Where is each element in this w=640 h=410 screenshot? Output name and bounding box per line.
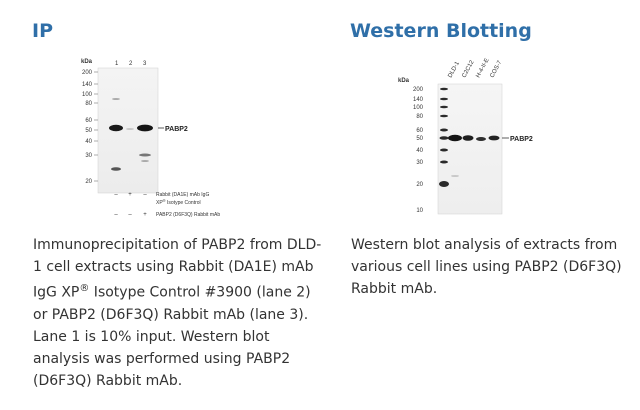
wb-kda-label: kDa <box>398 78 410 84</box>
ip-band-label: PABP2 <box>165 126 188 133</box>
wb-marker: 40 <box>416 148 423 154</box>
wb-caption: Western blot analysis of extracts from various cell lines using PABP2 (D6F3Q) Rabbit mAb. <box>351 237 622 297</box>
ip-band-lane1-low <box>111 167 121 171</box>
ip-marker: 40 <box>85 139 92 145</box>
ip-marker: 30 <box>85 153 92 159</box>
ip-band-lane2 <box>126 128 134 130</box>
wb-marker: 60 <box>416 128 423 134</box>
wb-marker: 20 <box>416 182 423 188</box>
ip-lane-2: 2 <box>129 61 133 67</box>
ip-row1-sign: – <box>114 192 118 198</box>
wb-marker: 10 <box>416 208 423 214</box>
ip-marker: 140 <box>81 82 92 88</box>
ip-band-lane1-faint <box>112 98 120 100</box>
ip-row1-sign: – <box>143 192 147 198</box>
wb-lane-label: COS-7 <box>489 59 504 79</box>
western-blot-figure <box>392 52 552 220</box>
ip-marker: 100 <box>81 92 92 98</box>
wb-band-cos7 <box>489 136 500 141</box>
ip-row1-sign: + <box>128 192 132 198</box>
wb-lane-label: H-4-II-E <box>475 57 491 79</box>
ip-kda-label: kDa <box>81 59 93 65</box>
ip-lane-1: 1 <box>115 61 119 67</box>
wb-band-label: PABP2 <box>510 136 533 143</box>
ip-row1-label: Rabbit (DA1E) mAb IgG <box>156 192 210 198</box>
wb-marker: 80 <box>416 114 423 120</box>
wb-lane-label: DLD-1 <box>447 60 461 79</box>
wb-blot-membrane <box>438 84 502 214</box>
ip-band-lane1 <box>109 125 123 131</box>
ip-row1-label-2: XP® Isotype Control <box>156 198 201 206</box>
ip-lane-3: 3 <box>143 61 147 67</box>
ip-band-lane3-faint <box>141 160 149 162</box>
wb-marker: 50 <box>416 136 423 142</box>
ip-row2-label: PABP2 (D6F3Q) Rabbit mAb <box>156 212 221 218</box>
ip-marker: 80 <box>85 101 92 107</box>
ip-marker: 60 <box>85 118 92 124</box>
ip-title: IP <box>32 20 53 42</box>
wb-band-faint <box>451 175 459 177</box>
ip-marker: 50 <box>85 128 92 134</box>
wb-band-dld1 <box>448 135 462 141</box>
ip-western-blot-figure <box>72 55 262 223</box>
wb-lane-label: C2C12 <box>461 59 476 79</box>
wb-marker: 140 <box>412 97 423 103</box>
wb-band-c2c12 <box>463 135 474 141</box>
ip-marker: 20 <box>85 179 92 185</box>
wb-marker: 30 <box>416 160 423 166</box>
ip-band-lane3 <box>137 125 153 132</box>
ip-row2-sign: – <box>128 212 132 218</box>
wb-marker: 100 <box>412 105 423 111</box>
wb-title: Western Blotting <box>350 20 532 42</box>
ip-band-lane3-igg <box>139 154 151 157</box>
wb-marker: 200 <box>412 87 423 93</box>
ip-marker: 200 <box>81 70 92 76</box>
wb-band-h4iie <box>476 137 486 141</box>
ip-caption: Immunoprecipitation of PABP2 from DLD-1 cell extracts using Rabbit (DA1E) mAb IgG XP® Isotype Control #3900 (lane 2) or PABP2 (D6F3Q) Rabbit mAb (lane 3). Lane 1 is 10% input. Western blot analysis was performed using PABP2 (D6F3Q) Rabbit mAb. <box>33 237 322 389</box>
ip-row2-sign: – <box>114 212 118 218</box>
ip-row2-sign: + <box>143 212 147 218</box>
